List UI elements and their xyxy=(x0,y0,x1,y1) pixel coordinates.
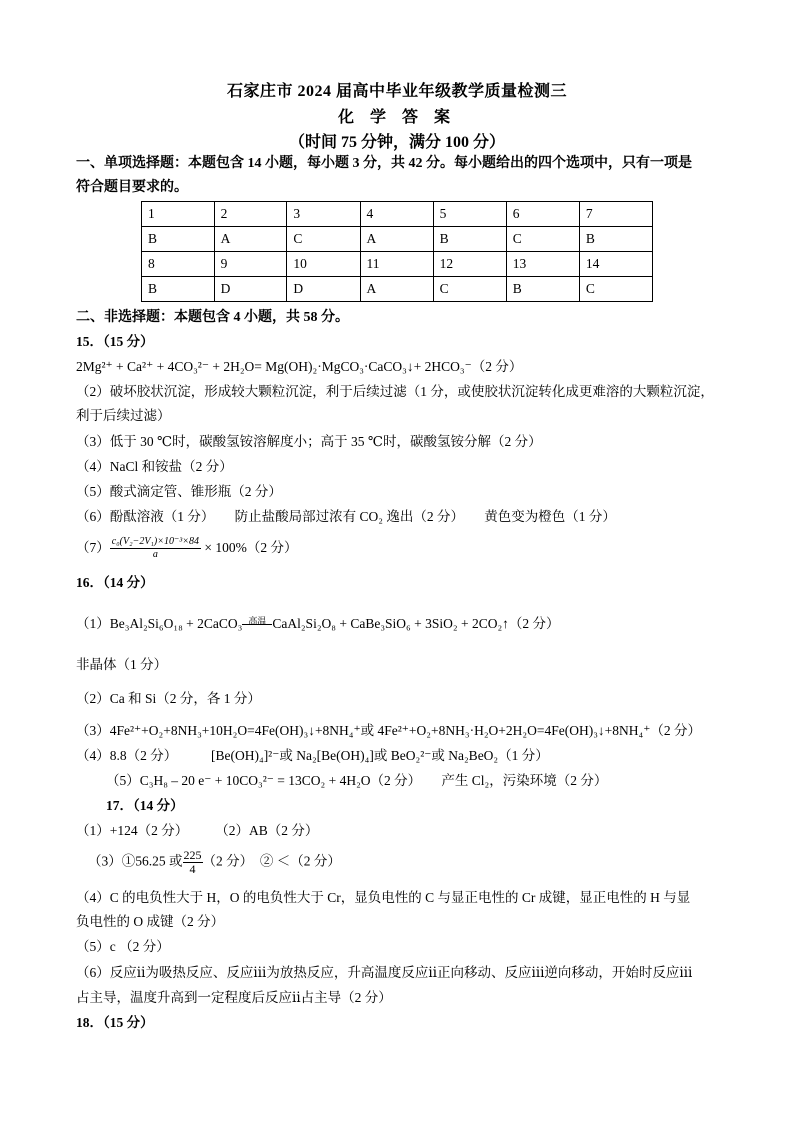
fraction-denominator: a xyxy=(152,549,158,561)
q15-answer-7-prefix: （7） xyxy=(76,540,110,555)
q16-answer-1-suffix: CaAl₂Si₂O₈ + CaBe₃SiO₆ + 3SiO₂ + 2CO₂↑（2 分） xyxy=(272,616,560,631)
fraction-denominator: 4 xyxy=(189,862,196,876)
table-cell: C xyxy=(287,227,360,252)
table-cell: 2 xyxy=(214,202,287,227)
section2-heading: 二、非选择题：本题包含 4 小题，共 58 分。 xyxy=(76,310,349,325)
q17-answer-4-line1: （4）C 的电负性大于 H，O 的电负性大于 Cr，显负电性的 C 与显正电性的 Cr 成键，显正电性的 H 与显 xyxy=(76,890,691,905)
q15-title: 15．（15 分） xyxy=(76,334,154,349)
table-cell: B xyxy=(433,227,506,252)
q17-title: 17．（14 分） xyxy=(106,798,184,813)
table-cell: 5 xyxy=(433,202,506,227)
q16-title: 16．（14 分） xyxy=(76,575,154,590)
table-cell: 9 xyxy=(214,252,287,277)
table-cell: 3 xyxy=(287,202,360,227)
q15-answer-2-line1: （2）破坏胶状沉淀，形成较大颗粒沉淀，利于后续过滤（1 分，或使胶状沉淀转化成更难溶的大颗粒沉淀， xyxy=(76,384,714,399)
table-cell: C xyxy=(433,277,506,302)
document-subtitle: 化 学 答 案 xyxy=(337,109,456,126)
table-cell: 7 xyxy=(579,202,652,227)
section1-heading-line2: 符合题目要求的。 xyxy=(76,180,188,195)
table-cell: 4 xyxy=(360,202,433,227)
q16-answer-1-prefix: （1）Be₃Al₂Si₆O₁₈ + 2CaCO₃ xyxy=(76,616,243,631)
reaction-condition xyxy=(242,613,272,637)
fraction-numerator: 225 xyxy=(183,848,202,862)
table-cell: C xyxy=(579,277,652,302)
table-cell: 10 xyxy=(287,252,360,277)
table-cell: 13 xyxy=(506,252,579,277)
q15-answer-6: （6）酚酞溶液（1 分） 防止盐酸局部过浓有 CO₂ 逸出（2 分） 黄色变为橙色（1 分） xyxy=(76,509,616,524)
q15-answer-1: 2Mg²⁺ + Ca²⁺ + 4CO₃²⁻ + 2H₂O= Mg(OH)₂·MgCO₃·CaCO₃↓+ 2HCO₃⁻（2 分） xyxy=(76,359,523,374)
q16-answer-2: （2）Ca 和 Si（2 分，各 1 分） xyxy=(76,691,261,706)
table-cell: 8 xyxy=(142,252,215,277)
time-note: （时间 75 分钟，满分 100 分） xyxy=(288,134,505,151)
condition-label: 高温 xyxy=(248,616,267,626)
q16-answer-5: （5）C₃H₈ – 20 e⁻ + 10CO₃²⁻ = 13CO₂ + 4H₂O（2 分） 产生 Cl₂，污染环境（2 分） xyxy=(106,773,608,788)
table-cell: B xyxy=(579,227,652,252)
q18-title: 18．（15 分） xyxy=(76,1015,154,1030)
q15-answer-7 xyxy=(76,536,726,561)
q17-answer-4-line2: 负电性的 O 成键（2 分） xyxy=(76,914,225,929)
answer-table xyxy=(141,201,653,302)
fraction xyxy=(110,536,201,561)
document-title: 石家庄市 2024 届高中毕业年级教学质量检测三 xyxy=(226,83,567,100)
table-cell: 11 xyxy=(360,252,433,277)
fraction xyxy=(183,849,203,876)
table-cell: 14 xyxy=(579,252,652,277)
q17-answer-3 xyxy=(88,849,738,876)
q17-answer-1-2: （1）+124（2 分） （2）AB（2 分） xyxy=(76,823,319,838)
q16-answer-3: （3）4Fe²⁺+O₂+8NH₃+10H₂O=4Fe(OH)₃↓+8NH₄⁺或 4Fe²⁺+O₂+8NH₃·H₂O+2H₂O=4Fe(OH)₃↓+8NH₄⁺（2 分） xyxy=(76,723,701,738)
q17-answer-6-line1: （6）反应ⅱ为吸热反应、反应ⅲ为放热反应，升高温度反应ⅱ正向移动、反应ⅲ逆向移动，开始时反应ⅲ xyxy=(76,965,693,980)
q16-answer-1 xyxy=(76,612,726,637)
table-cell: B xyxy=(142,277,215,302)
table-row-numbers-2 xyxy=(142,252,653,277)
table-cell: A xyxy=(214,227,287,252)
table-cell: 12 xyxy=(433,252,506,277)
table-cell: C xyxy=(506,227,579,252)
table-row-answers-2 xyxy=(142,277,653,302)
fraction-numerator: c₀(V₂−2V₁)×10⁻³×84 xyxy=(111,536,200,548)
q17-answer-5: （5）c （2 分） xyxy=(76,939,170,954)
table-cell: B xyxy=(506,277,579,302)
q15-answer-7-suffix: × 100%（2 分） xyxy=(204,540,298,555)
q15-answer-2-line2: 利于后续过滤） xyxy=(76,408,171,423)
table-cell: D xyxy=(287,277,360,302)
q17-answer-3-suffix: （2 分） ② ＜（2 分） xyxy=(202,853,341,869)
section1-heading-line1: 一、单项选择题：本题包含 14 小题，每小题 3 分，共 42 分。每小题给出的四个选项中，只有一项是 xyxy=(76,156,692,171)
q16-answer-4: （4）8.8（2 分） [Be(OH)₄]²⁻或 Na₂[Be(OH)₄]或 BeO₂²⁻或 Na₂BeO₂（1 分） xyxy=(76,748,549,763)
table-cell: 6 xyxy=(506,202,579,227)
q15-answer-4: （4）NaCl 和铵盐（2 分） xyxy=(76,459,233,474)
table-cell: A xyxy=(360,227,433,252)
q15-answer-3: （3）低于 30 ℃时，碳酸氢铵溶解度小；高于 35 ℃时，碳酸氢铵分解（2 分） xyxy=(76,434,542,449)
q15-answer-5: （5）酸式滴定管、锥形瓶（2 分） xyxy=(76,484,282,499)
table-row-numbers-1 xyxy=(142,202,653,227)
q17-answer-6-line2: 占主导，温度升高到一定程度后反应ⅱ占主导（2 分） xyxy=(76,990,392,1005)
table-cell: B xyxy=(142,227,215,252)
table-cell: A xyxy=(360,277,433,302)
table-row-answers-1 xyxy=(142,227,653,252)
table-cell: D xyxy=(214,277,287,302)
table-cell: 1 xyxy=(142,202,215,227)
q17-answer-3-prefix: （3）①56.25 或 xyxy=(88,853,183,869)
q16-answer-1-extra: 非晶体（1 分） xyxy=(76,657,168,672)
